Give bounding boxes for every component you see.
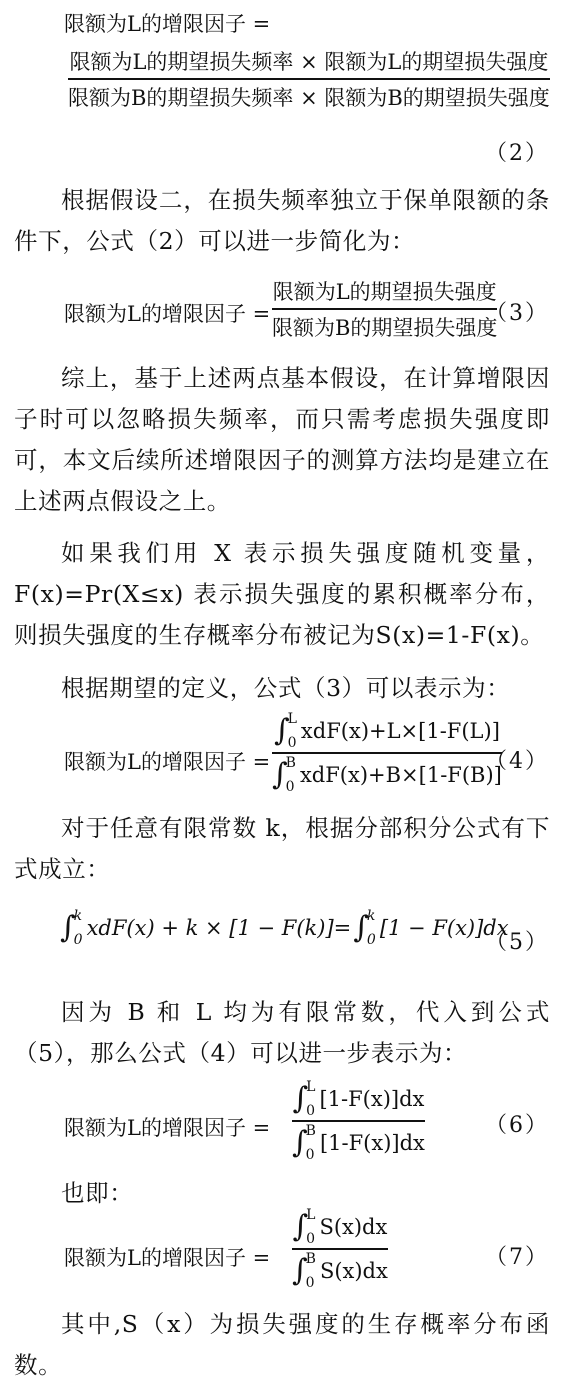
equation-6-fraction xyxy=(292,1080,425,1162)
equation-2-lhs: 限额为L的增限因子 = xyxy=(64,12,271,36)
equation-7-fraction xyxy=(292,1208,388,1290)
paragraph-6: 因为 B 和 L 均为有限常数，代入到公式（5），那么公式（4）可以进一步表示为： xyxy=(14,998,550,1067)
equation-2-number: （2） xyxy=(485,141,549,166)
paragraph-1: 根据假设二，在损失频率独立于保单限额的条件下，公式（2）可以进一步简化为： xyxy=(14,186,550,255)
integral-icon: ∫ k 0 xyxy=(353,908,376,948)
equation-4-denominator-text: xdF(x)+B×[1-F(B)] xyxy=(299,762,502,787)
equation-4-number: （4） xyxy=(485,749,549,774)
equation-4-numerator-text: xdF(x)+L×[1-F(L)] xyxy=(300,719,500,743)
equation-2-fraction xyxy=(68,46,550,112)
fraction-bar xyxy=(68,78,550,80)
equation-4-denominator xyxy=(272,756,502,794)
integral-icon: ∫ L 0 xyxy=(292,1207,316,1247)
equation-7-numerator-text: S(x)dx xyxy=(319,1215,388,1239)
equation-6-denominator-text: [1-F(x)]dx xyxy=(319,1130,425,1155)
equation-7-denominator-text: S(x)dx xyxy=(319,1258,388,1283)
equation-5-left-text: xdF(x) + k × [1 − F(k)]= xyxy=(86,916,352,940)
equation-7-number: （7） xyxy=(485,1245,549,1270)
equation-6-number: （6） xyxy=(485,1113,549,1138)
equation-3-fraction xyxy=(272,276,497,342)
equation-6-lhs: 限额为L的增限因子 = xyxy=(64,1116,271,1140)
equation-2-numerator: 限额为L的期望损失频率 × 限额为L的期望损失强度 xyxy=(69,50,549,74)
equation-6-numerator xyxy=(293,1080,425,1118)
integral-icon: ∫ L 0 xyxy=(292,1079,316,1119)
integral-icon: ∫ B 0 xyxy=(292,1122,316,1163)
fraction-bar xyxy=(292,1120,425,1122)
integral-icon: ∫ B 0 xyxy=(272,754,296,795)
equation-5-right-text: [1 − F(x)]dx xyxy=(379,916,509,940)
equation-3-denominator: 限额为B的期望损失强度 xyxy=(272,315,498,340)
equation-6-numerator-text: [1-F(x)]dx xyxy=(319,1087,425,1111)
paragraph-7: 也即： xyxy=(61,1179,134,1207)
equation-4-fraction xyxy=(272,712,502,794)
fraction-bar xyxy=(292,1248,388,1250)
equation-4-numerator xyxy=(274,712,500,750)
fraction-bar xyxy=(272,308,497,310)
fraction-bar xyxy=(272,752,502,754)
equation-3-number: （3） xyxy=(485,301,549,326)
equation-4-lhs: 限额为L的增限因子 = xyxy=(64,750,271,774)
equation-7-lhs: 限额为L的增限因子 = xyxy=(64,1246,271,1270)
paragraph-4: 根据期望的定义，公式（3）可以表示为： xyxy=(61,674,511,702)
equation-5 xyxy=(0,905,565,975)
equation-3-numerator: 限额为L的期望损失强度 xyxy=(272,280,497,304)
equation-5-number: （5） xyxy=(485,930,549,955)
integral-icon: ∫ k 0 xyxy=(60,908,83,948)
equation-7-numerator xyxy=(293,1208,388,1246)
equation-2-denominator: 限额为B的期望损失频率 × 限额为B的期望损失强度 xyxy=(68,85,550,110)
equation-6 xyxy=(0,1080,565,1176)
equation-3 xyxy=(0,272,565,352)
integral-icon: ∫ L 0 xyxy=(273,711,297,751)
integral-icon: ∫ B 0 xyxy=(292,1250,316,1291)
paragraph-5: 对于任意有限常数 k，根据分部积分公式有下式成立： xyxy=(14,814,550,883)
equation-6-denominator xyxy=(292,1124,425,1162)
paragraph-2: 综上，基于上述两点基本假设，在计算增限因子时可以忽略损失频率，而只需考虑损失强度即可，本文后续所述增限因子的测算方法均是建立在上述两点假设之上。 xyxy=(14,364,550,515)
equation-5-body xyxy=(60,909,509,947)
equation-3-lhs: 限额为L的增限因子 = xyxy=(64,302,271,326)
equation-2 xyxy=(0,0,565,170)
paragraph-3: 如果我们用 X 表示损失强度随机变量，F(x)=Pr(X≤x) 表示损失强度的累积概率分布，则损失强度的生存概率分布被记为S(x)=1-F(x)。 xyxy=(14,539,550,649)
paragraph-8: 其中,S（x）为损失强度的生存概率分布函数。 xyxy=(14,1310,550,1379)
equation-7 xyxy=(0,1208,565,1304)
equation-4 xyxy=(0,712,565,808)
equation-7-denominator xyxy=(292,1252,388,1290)
